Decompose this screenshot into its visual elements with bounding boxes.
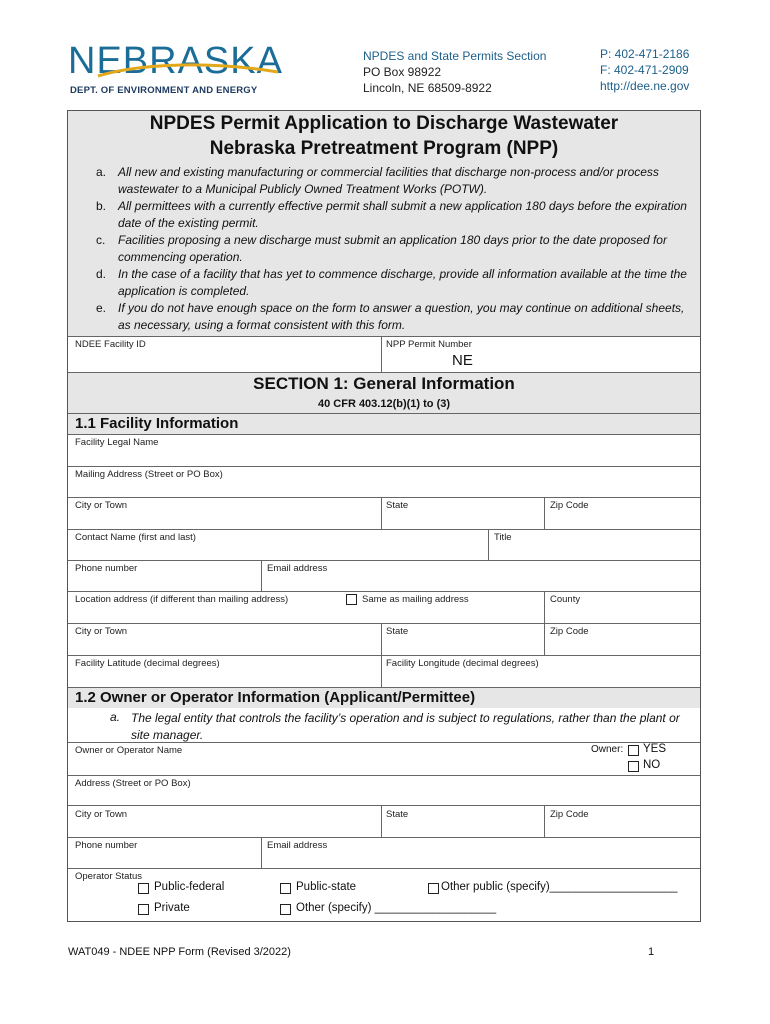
owner-phone-field[interactable]: Phone number <box>75 840 138 851</box>
operator-status-label: Operator Status <box>75 871 143 882</box>
address-line-3: Lincoln, NE 68509-8922 <box>363 81 492 95</box>
department-name: DEPT. OF ENVIRONMENT AND ENERGY <box>70 85 258 96</box>
owner-yes-label: YES <box>643 743 667 755</box>
website-link[interactable]: http://dee.ne.gov <box>600 79 690 93</box>
owner-email-field[interactable]: Email address <box>267 840 328 851</box>
owner-info-heading: 1.2 Owner or Operator Information (Applicant/Permittee) <box>75 689 476 706</box>
owner-no-checkbox[interactable] <box>628 761 639 772</box>
public-federal-label: Public-federal <box>154 881 225 893</box>
location-city-field[interactable]: City or Town <box>75 626 128 637</box>
owner-state-field[interactable]: State <box>386 809 409 820</box>
owner-note: The legal entity that controls the facility’s operation and is subject to regulations, rather than the plant or site manager. <box>131 711 680 742</box>
fax-number: F: 402-471-2909 <box>600 63 689 77</box>
facility-id-field[interactable]: NDEE Facility ID <box>75 339 146 350</box>
instruction-item: c. Facilities proposing a new discharge must submit an application 180 days prior to the date proposed for commencing operation. <box>96 233 667 264</box>
other-specify-checkbox[interactable] <box>280 904 291 915</box>
other-public-label[interactable]: Other public (specify)____________________ <box>441 881 678 893</box>
other-specify-label[interactable]: Other (specify) ___________________ <box>296 902 497 914</box>
phone-field[interactable]: Phone number <box>75 563 138 574</box>
owner-no-label: NO <box>643 759 661 771</box>
logo-swoosh-icon <box>96 60 281 80</box>
owner-city-field[interactable]: City or Town <box>75 809 128 820</box>
zip-field[interactable]: Zip Code <box>550 500 589 511</box>
agency-address <box>363 48 546 96</box>
owner-yes-checkbox[interactable] <box>628 745 639 756</box>
agency-contact <box>600 46 689 94</box>
title-field[interactable]: Title <box>494 532 512 543</box>
public-state-checkbox[interactable] <box>280 883 291 894</box>
other-public-checkbox[interactable] <box>428 883 439 894</box>
nebraska-logo: NEBRASKA <box>68 40 283 82</box>
section-title: SECTION 1: General Information <box>253 374 515 393</box>
location-zip-field[interactable]: Zip Code <box>550 626 589 637</box>
owner-zip-field[interactable]: Zip Code <box>550 809 589 820</box>
same-as-mailing-checkbox[interactable] <box>346 594 357 605</box>
instruction-item: a. All new and existing manufacturing or commercial facilities that discharge non-process and/or process wastewater to a Municipal Publicly Owned Treatment Works (POTW). <box>96 165 659 196</box>
longitude-field[interactable]: Facility Longitude (decimal degrees) <box>386 658 539 669</box>
facility-info-heading: 1.1 Facility Information <box>75 415 239 432</box>
instructions-list <box>96 164 696 334</box>
public-state-label: Public-state <box>296 881 357 893</box>
form-subtitle: Nebraska Pretreatment Program (NPP) <box>209 138 559 159</box>
location-state-field[interactable]: State <box>386 626 409 637</box>
form-id: WAT049 - NDEE NPP Form (Revised 3/2022) <box>68 946 291 958</box>
email-field[interactable]: Email address <box>267 563 328 574</box>
instruction-item: d. In the case of a facility that has yet to commence discharge, provide all information available at the time the application is completed. <box>96 267 687 298</box>
owner-label: Owner: <box>591 744 624 755</box>
instruction-item: b. All permittees with a currently effective permit shall submit a new application 180 days before the expiration date of the existing permit. <box>96 199 687 230</box>
section-citation: 40 CFR 403.12(b)(1) to (3) <box>317 398 451 410</box>
private-checkbox[interactable] <box>138 904 149 915</box>
latitude-field[interactable]: Facility Latitude (decimal degrees) <box>75 658 220 669</box>
public-federal-checkbox[interactable] <box>138 883 149 894</box>
owner-name-field[interactable]: Owner or Operator Name <box>75 745 183 756</box>
location-address-field[interactable]: Location address (if different than mailing address) <box>75 594 289 605</box>
owner-address-field[interactable]: Address (Street or PO Box) <box>75 778 191 789</box>
npp-number-field[interactable]: NPP Permit Number <box>386 339 472 350</box>
page-number: 1 <box>648 946 655 958</box>
npp-number-prefix: NE <box>452 352 473 369</box>
mailing-address-field[interactable]: Mailing Address (Street or PO Box) <box>75 469 223 480</box>
county-field[interactable]: County <box>550 594 581 605</box>
city-field[interactable]: City or Town <box>75 500 128 511</box>
contact-name-field[interactable]: Contact Name (first and last) <box>75 532 196 543</box>
state-field[interactable]: State <box>386 500 409 511</box>
same-as-mailing-label: Same as mailing address <box>362 594 469 605</box>
facility-legal-name-field[interactable]: Facility Legal Name <box>75 437 159 448</box>
form-title: NPDES Permit Application to Discharge Wastewater <box>149 113 619 134</box>
instruction-item: e. If you do not have enough space on the form to answer a question, you may continue on additional sheets, as necessary, using a format consistent with this form. <box>96 301 685 332</box>
private-label: Private <box>154 902 190 914</box>
address-line-2: PO Box 98922 <box>363 65 442 79</box>
phone-number: P: 402-471-2186 <box>600 47 690 61</box>
address-line-1: NPDES and State Permits Section <box>363 49 547 63</box>
owner-note-marker: a. <box>110 710 121 724</box>
